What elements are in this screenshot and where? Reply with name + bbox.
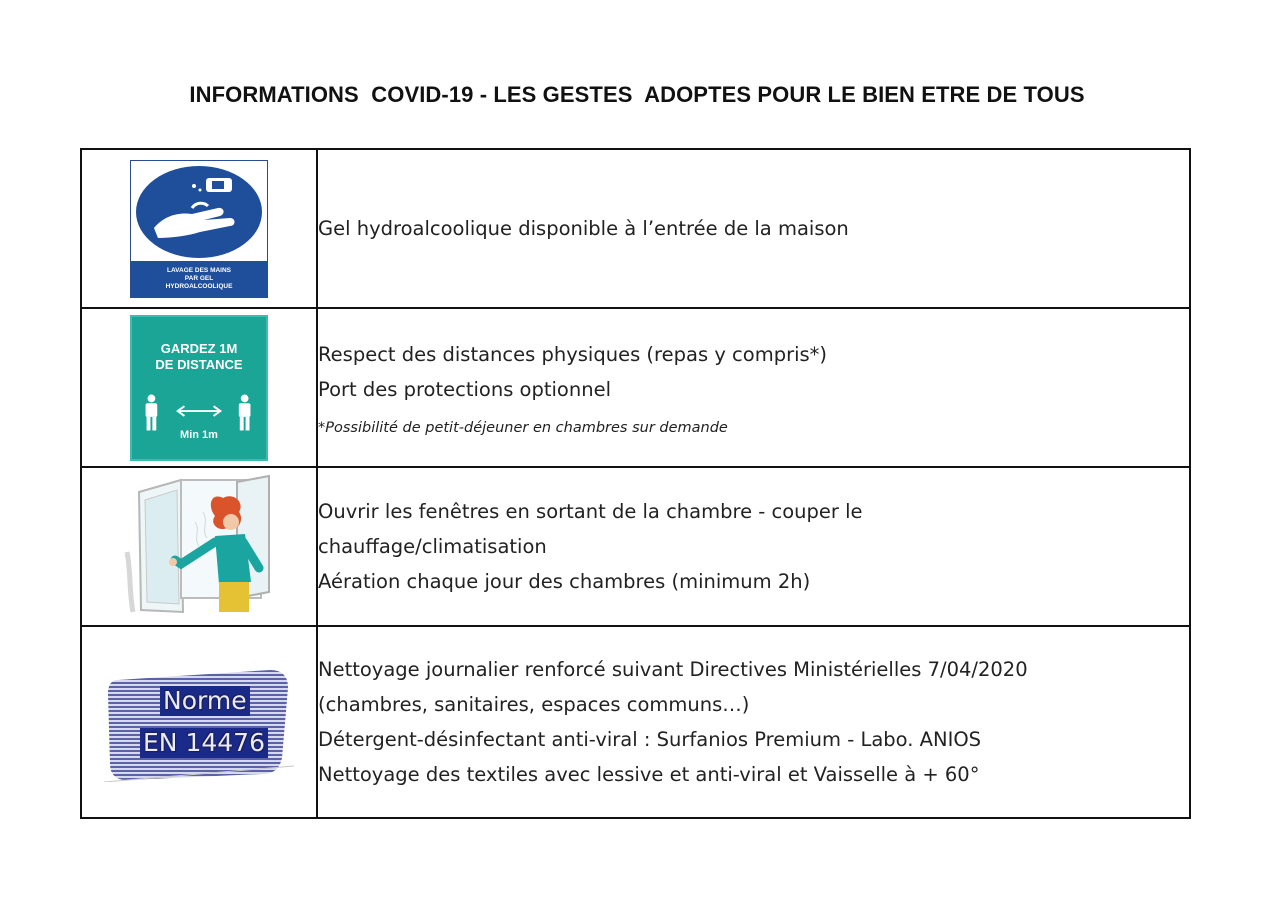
window-opening-illustration-icon [119,472,279,622]
measure-line: chauffage/climatisation [318,535,547,558]
measure-line: Nettoyage journalier renforcé suivant Directives Ministérielles 7/04/2020 [318,658,1028,681]
table-row [81,467,1190,626]
measure-line: Port des protections optionnel [318,377,611,401]
measure-line: (chambres, sanitaires, espaces communs…) [318,693,750,716]
icon-cell [81,467,317,626]
hand-sanitizer-sign-icon [130,160,268,298]
text-cell [317,467,1190,626]
page-title: INFORMATIONS COVID-19 - LES GESTES ADOPTES POUR LE BIEN ETRE DE TOUS [189,82,1085,107]
norme-number: EN 14476 [140,728,268,758]
text-cell [317,626,1190,818]
table-row [81,149,1190,308]
table-row [81,626,1190,818]
measure-line: Détergent-désinfectant anti-viral : Surfanios Premium - Labo. ANIOS [318,728,982,751]
norme-label: Norme [160,686,250,716]
icon-cell [81,308,317,467]
measure-line: Ouvrir les fenêtres en sortant de la chambre - couper le [318,500,863,523]
table-row [81,308,1190,467]
measure-line: Respect des distances physiques (repas y compris*) [318,342,828,366]
sign-caption: LAVAGE DES MAINS PAR GEL HYDROALCOOLIQUE [131,261,267,297]
norme-badge-icon [104,662,294,782]
sign-caption: GARDEZ 1M DE DISTANCE [155,340,243,372]
people-distance-icon [132,393,266,433]
covid-measures-table [80,148,1191,819]
measure-line: Aération chaque jour des chambres (minimum 2h) [318,570,811,593]
icon-cell [81,626,317,818]
icon-cell [81,149,317,308]
measure-line: Nettoyage des textiles avec lessive et anti-viral et Vaisselle à + 60° [318,763,980,786]
footnote: *Possibilité de petit-déjeuner en chambres sur demande [318,419,728,436]
distance-sign-icon [130,315,268,461]
text-cell [317,149,1190,308]
text-cell [317,308,1190,467]
sign-subcaption: Min 1m [180,428,218,441]
measure-line: Gel hydroalcoolique disponible à l’entrée de la maison [318,217,849,240]
